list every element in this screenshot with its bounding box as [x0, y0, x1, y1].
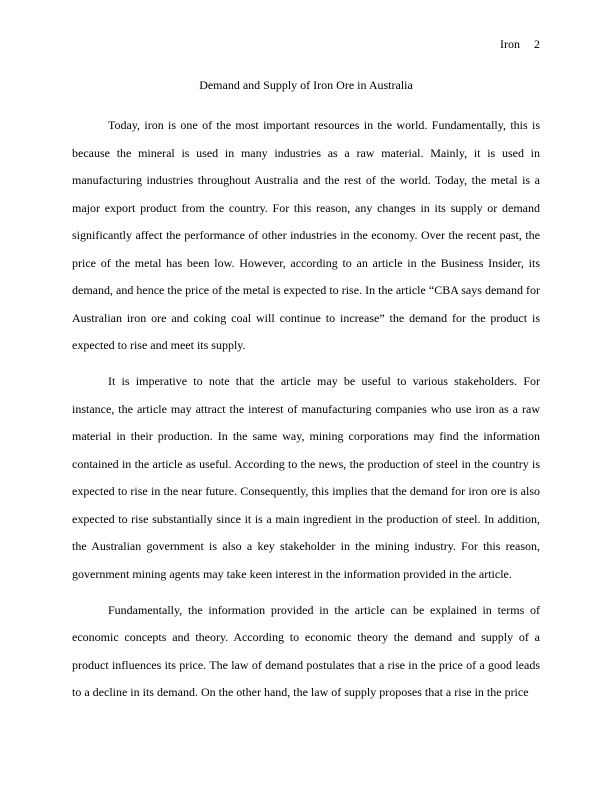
document-body — [72, 112, 540, 715]
paragraph-1: Today, iron is one of the most important resources in the world. Fundamentally, this is because the mineral is used in many industries as a raw material. Mainly, it is used in manufacturing industries throughout Australia and the rest of the world. Today, the metal is a major export product from the country. For this reason, any changes in its supply or demand significantly affect the performance of other industries in the economy. Over the recent past, the price of the metal has been low. However, according to an article in the Business Insider, its demand, and hence the price of the metal is expected to rise. In the article “CBA says demand for Australian iron ore and coking coal will continue to increase” the demand for the product is expected to rise and meet its supply. — [72, 118, 540, 352]
document-title: Demand and Supply of Iron Ore in Australia — [199, 78, 413, 92]
running-head-title: Iron — [500, 37, 520, 51]
paragraph-2: It is imperative to note that the article may be useful to various stakeholders. For instance, the article may attract the interest of manufacturing companies who use iron as a raw material in their production. In the same way, mining corporations may find the information contained in the article as useful. According to the news, the production of steel in the country is expected to rise in the near future. Consequently, this implies that the demand for iron ore is also expected to rise substantially since it is a main ingredient in the production of steel. In addition, the Australian government is also a key stakeholder in the mining industry. For this reason, government mining agents may take keen interest in the information provided in the article. — [72, 374, 540, 581]
paragraph-3: Fundamentally, the information provided in the article can be explained in terms of economic concepts and theory. According to economic theory the demand and supply of a product influences its price. The law of demand postulates that a rise in the price of a good leads to a decline in its demand. On the other hand, the law of supply proposes that a rise in the price — [72, 602, 540, 699]
running-head — [500, 36, 540, 52]
page-number: 2 — [534, 37, 540, 51]
